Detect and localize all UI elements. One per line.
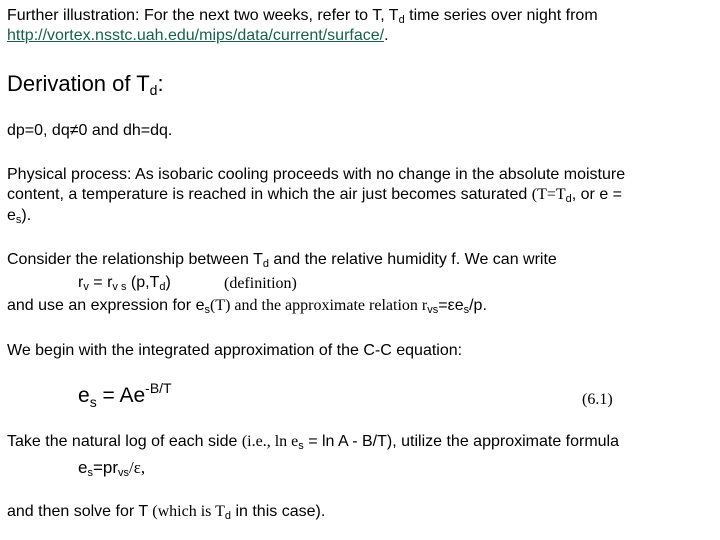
take-line: Take the natural log of each side (i.e., $\ln e_s = \ln A - B/T$), utilize the approximate formula [7,433,620,452]
data-url-link[interactable]: http://vortex.nsstc.uah.edu/mips/data/current/surface/ [7,27,385,44]
conditions-line: dp=0, dq≠0 and dh=dq. [7,122,173,139]
cc-equation: $e_s = Ae^{-B/T}$ [78,380,172,410]
intro-line-1: Further illustration: For the next two weeks, refer to T, $T_d$ time series over night from [7,7,598,26]
begin-line: We begin with the integrated approximation of the C-C equation: [7,342,463,359]
equation-number: (6.1) [582,391,613,408]
intro-line-2: http://vortex.nsstc.uah.edu/mips/data/current/surface/. [7,27,389,44]
physical-line-2: content, a temperature is reached in which the air just becomes saturated ($T=T_d$, or e = [7,186,623,205]
approx-formula: $e_s=pr_{vs}/\varepsilon$, [78,458,146,479]
physical-line-1: Physical process: As isobaric cooling proceeds with no change in the absolute moisture [7,166,626,183]
definition-note: (definition) [224,275,297,292]
final-line: and then solve for T (which is $T_d$ in this case). [7,503,326,522]
definition-equation: $r_v = r_{v s}$ $(p,T_d)$ [78,274,171,293]
consider-line-3: and use an expression for $e_s(T)$ and the approximate relation $r_{vs}=\varepsilon e_s/p$. [7,297,487,316]
physical-line-3: $e_s$). [7,207,32,226]
consider-line-1: Consider the relationship between $T_d$ and the relative humidity f. We can write [7,251,557,270]
section-heading: Derivation of $T_d$: [7,71,164,98]
